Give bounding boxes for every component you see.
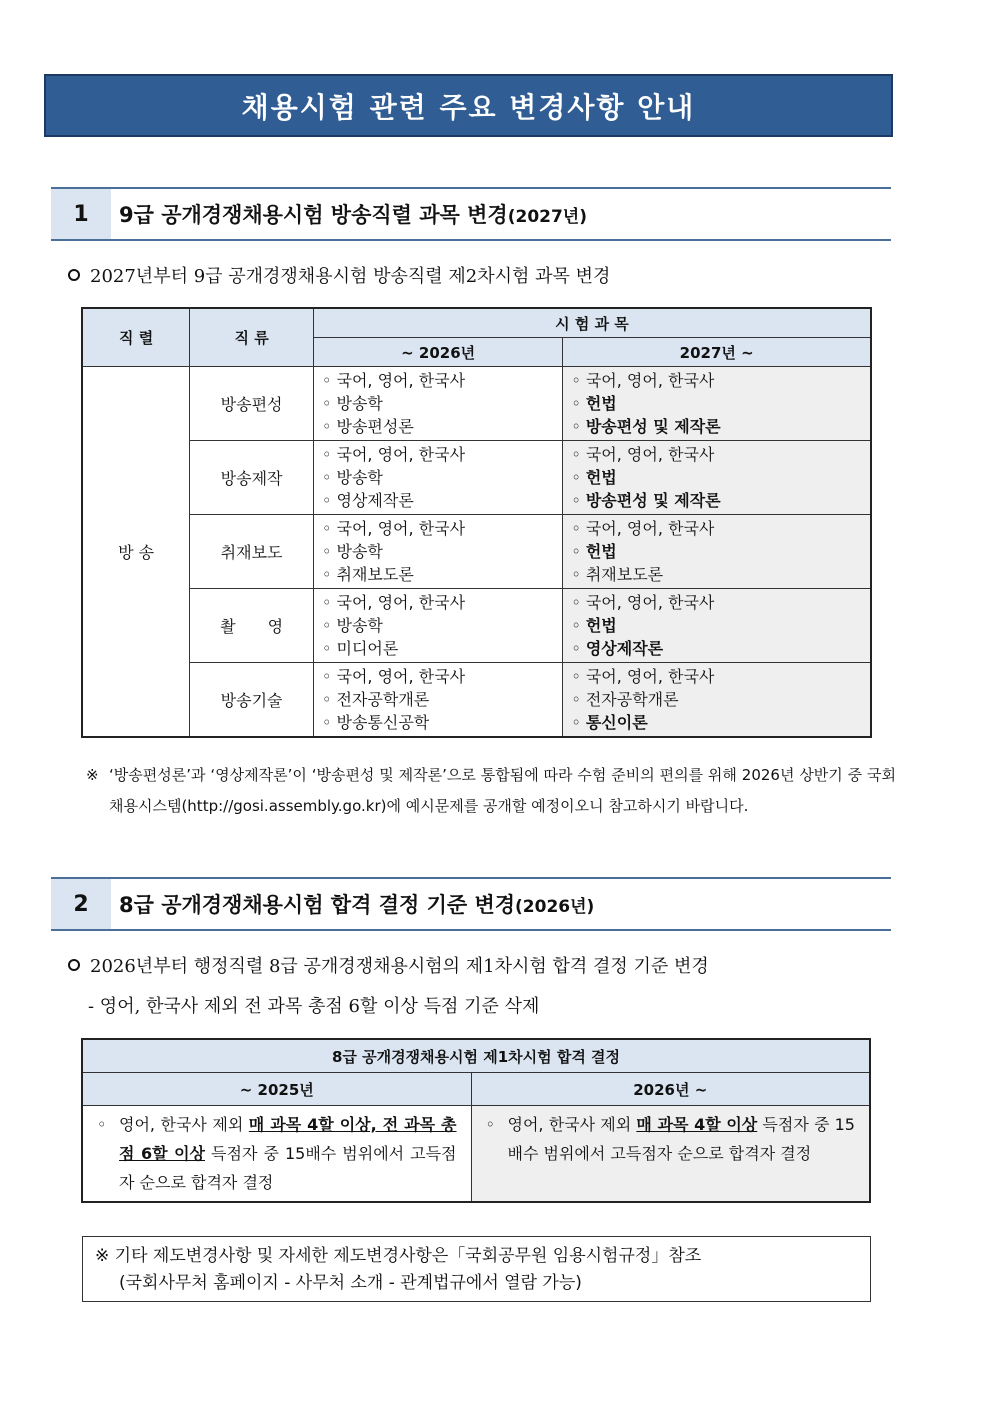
new-subjects-cell (563, 367, 871, 441)
footer-note-box (82, 1236, 871, 1302)
class-cell: 취재보도 (190, 515, 314, 589)
new-subjects-cell (563, 589, 871, 663)
subject-item: ◦ 방송편성 및 제작론 (571, 491, 721, 510)
small-circle-icon: ◦ (485, 1115, 495, 1134)
subject-item: ◦ 국어, 영어, 한국사 (571, 371, 715, 390)
subject-item: ◦ 국어, 영어, 한국사 (571, 667, 715, 686)
table-row (82, 515, 871, 589)
section-1-bullet: 2027년부터 9급 공개경쟁채용시험 방송직렬 제2차시험 과목 변경 (68, 262, 610, 288)
table-row (82, 663, 871, 738)
section-1-year: (2027년) (507, 207, 587, 227)
subject-item: ◦ 헌법 (571, 394, 617, 413)
subject-item: ◦ 헌법 (571, 616, 617, 635)
subject-item: ◦ 헌법 (571, 468, 617, 487)
header-old: ~ 2026년 (313, 338, 562, 367)
note-text: ‘방송편성론’과 ‘영상제작론’이 ‘방송편성 및 제작론’으로 통합됨에 따라 수험 준비의 편의를 위해 2026년 상반기 중 국회채용시스템(http://gosi.assembly.go.kr)에 예시문제를 공개할 예정이오니 참고하시기 바랍니다. (109, 766, 896, 815)
header-series: 직 렬 (82, 308, 190, 367)
subject-item: ◦ 국어, 영어, 한국사 (571, 445, 715, 464)
subject-item: ◦ 국어, 영어, 한국사 (571, 519, 715, 538)
new-subjects-cell (563, 441, 871, 515)
subject-item: ◦ 전자공학개론 (321, 690, 430, 709)
table-row (82, 589, 871, 663)
header-class: 직 류 (190, 308, 314, 367)
subject-item: ◦ 방송학 (321, 468, 383, 487)
old-subjects-cell (313, 367, 562, 441)
class-cell: 방송제작 (190, 441, 314, 515)
section-2-subline: - 영어, 한국사 제외 전 과목 총점 6할 이상 득점 기준 삭제 (88, 996, 540, 1017)
old-subjects-cell (313, 663, 562, 738)
subject-item: ◦ 전자공학개론 (571, 690, 679, 709)
section-2-number: 2 (51, 879, 111, 929)
subject-item: ◦ 국어, 영어, 한국사 (321, 445, 466, 464)
subject-item: ◦ 영상제작론 (321, 491, 414, 510)
subject-item: ◦ 국어, 영어, 한국사 (321, 593, 466, 612)
subject-item: ◦ 헌법 (571, 542, 617, 561)
page-title: 채용시험 관련 주요 변경사항 안내 (44, 74, 893, 137)
subject-item: ◦ 방송학 (321, 394, 383, 413)
subject-item: ◦ 방송편성 및 제작론 (571, 417, 721, 436)
class-cell: 방송편성 (190, 367, 314, 441)
circle-bullet-icon (68, 269, 80, 281)
small-circle-icon: ◦ (97, 1115, 107, 1134)
subject-item: ◦ 방송통신공학 (321, 713, 430, 732)
subject-item: ◦ 미디어론 (321, 639, 399, 658)
old-subjects-cell (313, 441, 562, 515)
pass-header-new: 2026년 ~ (471, 1073, 870, 1106)
header-new: 2027년 ~ (563, 338, 871, 367)
footer-line-2: (국회사무처 홈페이지 - 사무처 소개 - 관계법규에서 열람 가능) (119, 1273, 582, 1293)
table-row (82, 367, 871, 441)
subject-item: ◦ 국어, 영어, 한국사 (321, 667, 466, 686)
subject-item: ◦ 방송학 (321, 616, 383, 635)
pass-header-old: ~ 2025년 (82, 1073, 471, 1106)
broadcast-subjects-table (81, 307, 872, 738)
section-2-title: 8급 공개경쟁채용시험 합격 결정 기준 변경(2026년) (119, 893, 595, 917)
class-cell: 촬 영 (190, 589, 314, 663)
section-1-number: 1 (51, 189, 111, 239)
section-1-note (86, 760, 896, 822)
class-cell: 방송기술 (190, 663, 314, 738)
subject-item: ◦ 국어, 영어, 한국사 (321, 371, 466, 390)
subject-item: ◦ 취재보도론 (321, 565, 414, 584)
subject-item: ◦ 방송학 (321, 542, 383, 561)
header-subjects: 시 험 과 목 (313, 308, 871, 338)
circle-bullet-icon (68, 959, 80, 971)
series-cell: 방 송 (82, 367, 190, 738)
footer-line-1: ※ 기타 제도변경사항 및 자세한 제도변경사항은「국회공무원 임용시험규정」참조 (95, 1246, 702, 1266)
subject-item: ◦ 취재보도론 (571, 565, 664, 584)
subject-item: ◦ 국어, 영어, 한국사 (571, 593, 715, 612)
subject-item: ◦ 국어, 영어, 한국사 (321, 519, 466, 538)
old-subjects-cell (313, 589, 562, 663)
new-subjects-cell (563, 663, 871, 738)
section-1-header (51, 187, 891, 241)
note-mark: ※ (86, 766, 99, 784)
new-subjects-cell (563, 515, 871, 589)
subject-item: ◦ 통신이론 (571, 713, 648, 732)
table-row (82, 441, 871, 515)
subject-item: ◦ 영상제작론 (571, 639, 664, 658)
section-2-bullet: 2026년부터 행정직렬 8급 공개경쟁채용시험의 제1차시험 합격 결정 기준 변경 (68, 952, 709, 978)
old-subjects-cell (313, 515, 562, 589)
section-2-header (51, 877, 891, 931)
pass-table-header: 8급 공개경쟁채용시험 제1차시험 합격 결정 (82, 1039, 870, 1073)
pass-new-criteria: ◦ 영어, 한국사 제외 매 과목 4할 이상 득점자 중 15배수 범위에서 고득점자 순으로 합격자 결정 (471, 1106, 870, 1203)
pass-criteria-table (81, 1038, 871, 1203)
pass-old-criteria: ◦ 영어, 한국사 제외 매 과목 4할 이상, 전 과목 총점 6할 이상 득점자 중 15배수 범위에서 고득점자 순으로 합격자 결정 (82, 1106, 471, 1203)
subject-item: ◦ 방송편성론 (321, 417, 414, 436)
section-2-year: (2026년) (515, 897, 595, 917)
section-1-title: 9급 공개경쟁채용시험 방송직렬 과목 변경(2027년) (119, 203, 587, 227)
